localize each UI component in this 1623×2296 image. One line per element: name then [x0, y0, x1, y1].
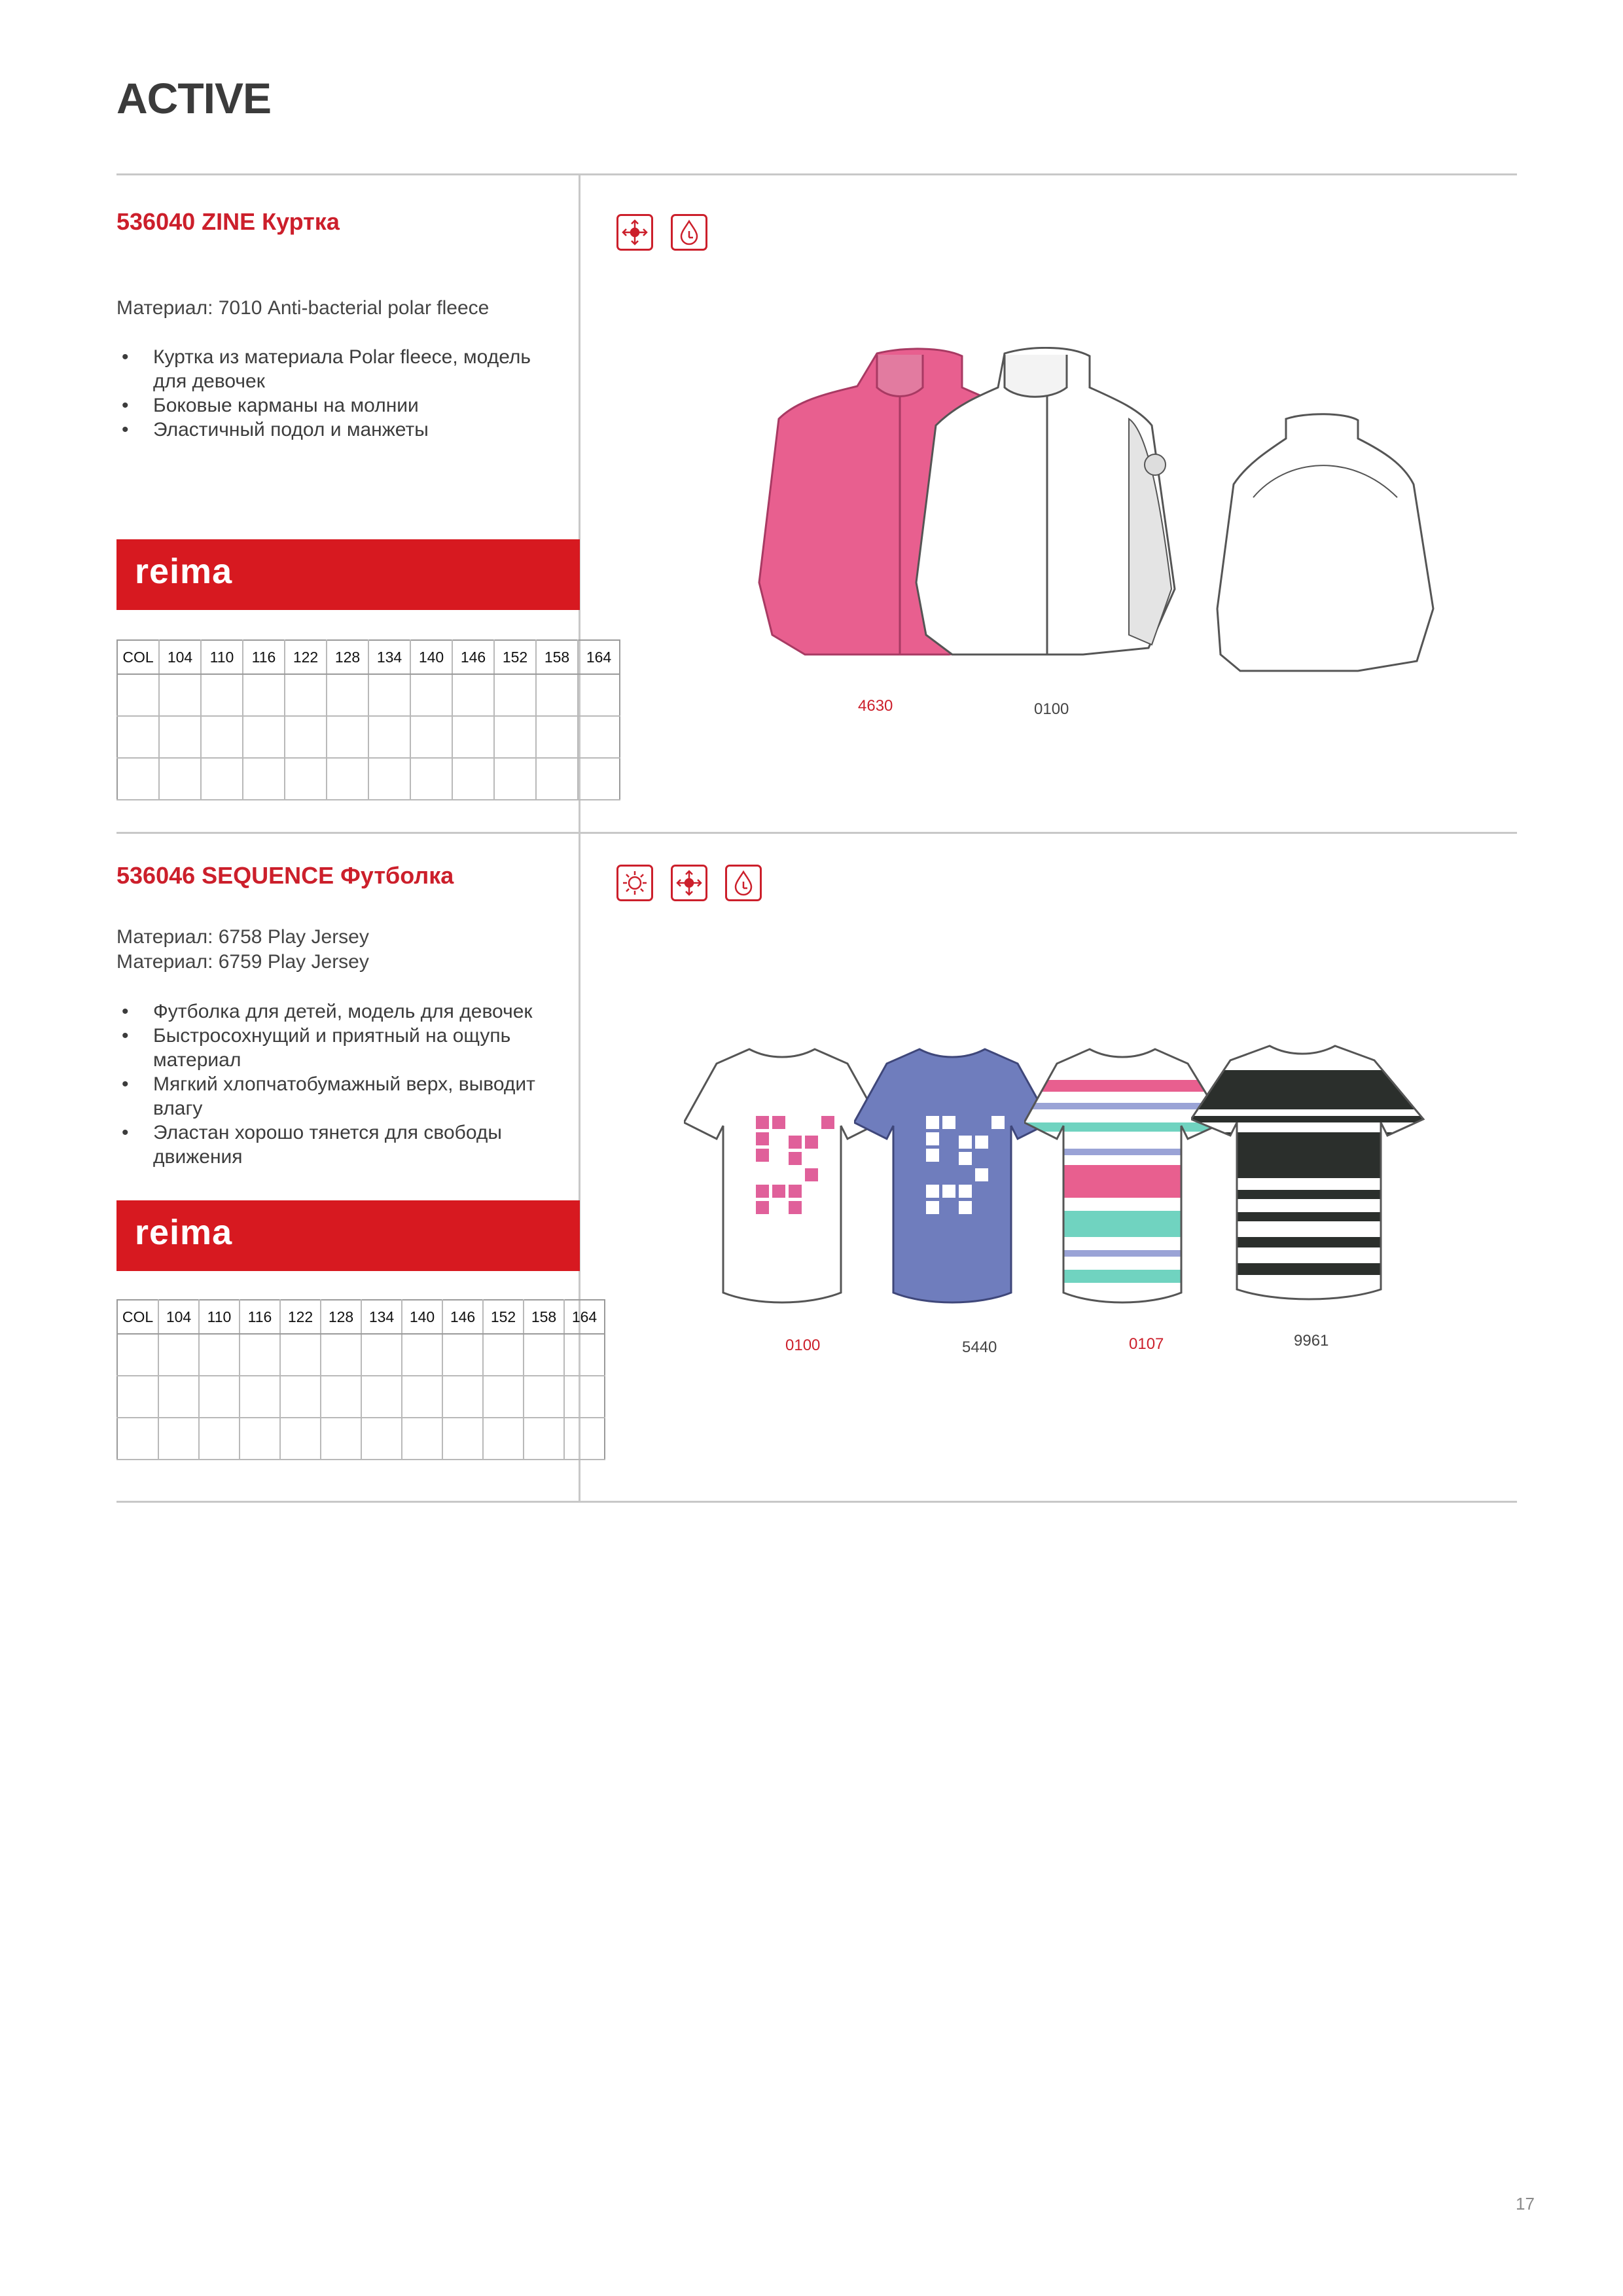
material-text: Материал: 6759 Play Jersey	[116, 951, 369, 973]
color-code: 5440	[962, 1338, 997, 1356]
size-header: 122	[280, 1300, 321, 1334]
size-header: 152	[494, 640, 536, 674]
tshirt-illustration-9961	[1191, 1041, 1427, 1302]
brand-banner	[116, 1200, 580, 1271]
size-col-header: COL	[117, 640, 159, 674]
size-header: 104	[159, 640, 201, 674]
page-title: ACTIVE	[116, 74, 272, 122]
section-divider	[116, 1501, 1517, 1503]
brand-banner	[116, 539, 580, 610]
section-divider	[116, 173, 1517, 175]
stretch-icon	[616, 214, 653, 251]
color-code: 9961	[1294, 1332, 1329, 1350]
jacket-illustration-back	[1214, 412, 1450, 674]
size-header: 116	[243, 640, 285, 674]
feature-item: • Эластан хорошо тянется для свободы движения	[116, 1121, 535, 1169]
size-header: 128	[321, 1300, 361, 1334]
feature-item: • Боковые карманы на молнии	[116, 393, 548, 418]
size-header: 104	[158, 1300, 199, 1334]
feature-item: • Быстросохнущий и приятный на ощупь материал	[116, 1024, 535, 1072]
size-table-row	[117, 1334, 605, 1376]
brand-logo: reima	[135, 552, 233, 591]
size-header: 140	[402, 1300, 442, 1334]
size-header: 110	[201, 640, 243, 674]
color-code: 0107	[1129, 1335, 1164, 1353]
size-table-row	[117, 674, 620, 716]
size-header: 134	[361, 1300, 402, 1334]
feature-item: • Эластичный подол и манжеты	[116, 418, 548, 442]
color-code: 4630	[858, 697, 893, 715]
material-text: Материал: 7010 Anti-bacterial polar fleece	[116, 297, 490, 319]
size-header: 158	[536, 640, 578, 674]
feature-item: • Футболка для детей, модель для девочек	[116, 999, 535, 1024]
size-col-header: COL	[117, 1300, 158, 1334]
size-header: 128	[327, 640, 368, 674]
quick-dry-icon	[725, 865, 762, 901]
size-header: 110	[199, 1300, 240, 1334]
product-title: 536046 SEQUENCE Футболка	[116, 862, 454, 889]
size-header: 146	[452, 640, 494, 674]
size-header: 146	[442, 1300, 483, 1334]
brand-logo: reima	[135, 1213, 233, 1252]
feature-list	[116, 345, 548, 442]
size-table	[116, 1299, 605, 1460]
page-number: 17	[1516, 2194, 1535, 2214]
size-table-row	[117, 716, 620, 758]
size-table-row	[117, 1376, 605, 1418]
size-table-row	[117, 1418, 605, 1460]
color-code: 0100	[1034, 700, 1069, 718]
size-header: 134	[368, 640, 410, 674]
color-code: 0100	[785, 1336, 821, 1354]
size-table	[116, 639, 620, 800]
size-header: 164	[564, 1300, 605, 1334]
feature-item: • Куртка из материала Polar fleece, модель для девочек	[116, 345, 548, 393]
feature-list	[116, 999, 535, 1169]
quick-dry-icon	[671, 214, 707, 251]
material-text: Материал: 6758 Play Jersey	[116, 926, 369, 948]
size-header: 164	[578, 640, 620, 674]
size-table-row	[117, 758, 620, 800]
tshirt-illustration-0100	[684, 1044, 880, 1306]
uv-protection-icon	[616, 865, 653, 901]
size-header: 152	[483, 1300, 524, 1334]
size-header: 158	[524, 1300, 564, 1334]
stretch-icon	[671, 865, 707, 901]
size-header: 140	[410, 640, 452, 674]
section-divider	[116, 832, 1517, 834]
jacket-illustration-0100	[913, 347, 1188, 661]
product-title: 536040 ZINE Куртка	[116, 208, 340, 235]
tshirt-illustration-5440	[854, 1044, 1050, 1306]
feature-item: • Мягкий хлопчатобумажный верх, выводит влагу	[116, 1072, 535, 1121]
size-header: 122	[285, 640, 327, 674]
size-header: 116	[240, 1300, 280, 1334]
